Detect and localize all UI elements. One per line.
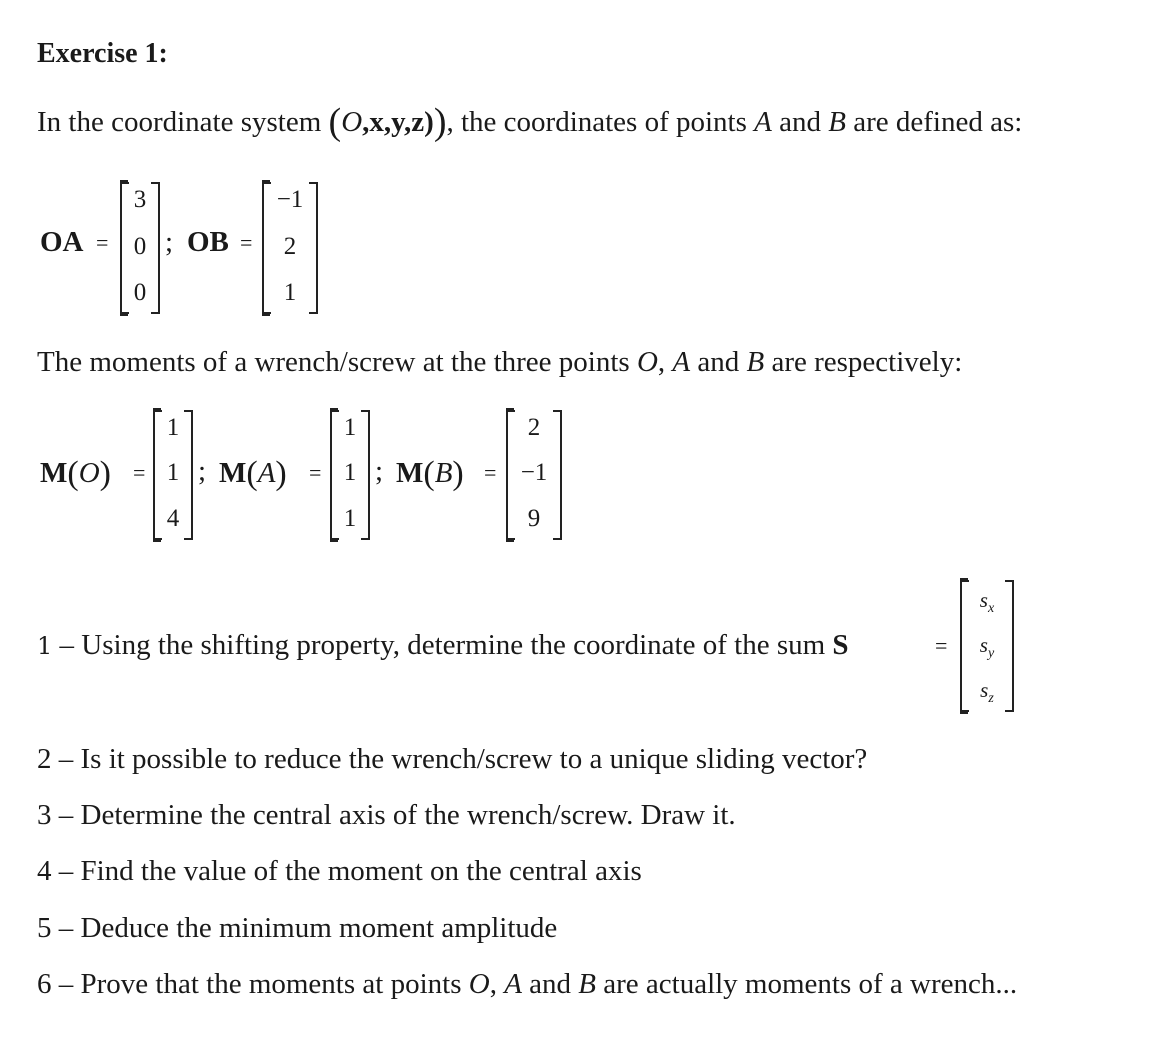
mo-equals: = xyxy=(133,460,146,485)
moments-prefix: The moments of a wrench/screw at the three points xyxy=(37,346,637,378)
ob-x: −1 xyxy=(276,186,304,213)
sum-equals: = xyxy=(935,633,948,658)
mb-equals: = xyxy=(484,460,497,485)
oa-z: 0 xyxy=(133,279,147,306)
question-6-prefix: 6 – Prove that the moments at points xyxy=(37,968,469,1000)
sum-s-label: S xyxy=(832,629,849,661)
sum-sz: $s_z$ xyxy=(980,678,994,707)
mb-x: 2 xyxy=(527,414,541,441)
moments-suffix: are respectively: xyxy=(764,346,963,378)
ma-label: M(A) xyxy=(219,455,287,492)
sum-sy: $s_y$ xyxy=(979,633,995,662)
mo-label: M(O) xyxy=(40,455,111,492)
oa-x: 3 xyxy=(133,186,147,213)
ma-mb-separator: ; xyxy=(375,455,384,487)
question-6-comma: , xyxy=(489,968,505,1000)
intro-point-a: A xyxy=(754,106,772,138)
question-3: 3 – Determine the central axis of the wrench/screw. Draw it. xyxy=(37,799,736,831)
question-6-and: and xyxy=(521,968,579,1000)
ma-matrix xyxy=(330,410,370,540)
mb-matrix xyxy=(506,410,562,540)
ma-x: 1 xyxy=(343,414,357,441)
mo-x: 1 xyxy=(166,414,180,441)
moments-intro xyxy=(37,344,962,380)
ma-y: 1 xyxy=(343,459,357,486)
oa-y: 0 xyxy=(133,233,147,260)
ob-equals: = xyxy=(240,230,253,255)
question-6 xyxy=(37,966,1017,1002)
system-open-paren: ( xyxy=(328,101,342,143)
moments-point-o: O xyxy=(636,346,658,378)
sum-matrix xyxy=(960,580,1014,712)
oa-matrix xyxy=(120,182,160,314)
ob-y: 2 xyxy=(283,233,297,260)
intro-prefix: In the coordinate system xyxy=(37,106,329,138)
mo-ma-separator: ; xyxy=(198,455,207,487)
question-6-point-b: B xyxy=(578,968,596,1000)
mb-z: 9 xyxy=(527,505,541,532)
system-origin: O xyxy=(341,106,363,138)
intro-middle: , the coordinates of points xyxy=(446,106,755,138)
ob-matrix xyxy=(262,182,318,314)
question-6-point-a: A xyxy=(504,968,522,1000)
question-6-point-o: O xyxy=(468,968,490,1000)
oa-label: OA xyxy=(40,226,84,258)
moments-comma: , xyxy=(657,346,673,378)
sum-sx: $s_x$ xyxy=(979,588,995,617)
moments-and: and xyxy=(690,346,747,378)
mb-y: −1 xyxy=(520,459,548,486)
intro-point-b: B xyxy=(828,106,846,138)
ob-label: OB xyxy=(187,226,229,258)
ma-equals: = xyxy=(309,460,322,485)
question-6-suffix: are actually moments of a wrench... xyxy=(596,968,1018,1000)
intro-sentence xyxy=(37,101,1023,143)
mo-y: 1 xyxy=(166,459,180,486)
oa-equals: = xyxy=(96,230,109,255)
mb-label: M(B) xyxy=(396,455,464,492)
ob-z: 1 xyxy=(283,279,297,306)
moments-point-b: B xyxy=(746,346,765,378)
question-1-text: – Using the shifting property, determine the coordinate of the sum xyxy=(52,629,833,661)
intro-and: and xyxy=(771,106,829,138)
intro-suffix: are defined as: xyxy=(845,106,1023,138)
question-1-number: 1 xyxy=(37,632,53,660)
question-4: 4 – Find the value of the moment on the central axis xyxy=(37,855,642,887)
system-axes: ,x,y,z) xyxy=(362,106,434,138)
question-1 xyxy=(37,627,849,664)
mo-z: 4 xyxy=(166,505,180,532)
mo-matrix xyxy=(153,410,193,540)
oa-ob-separator: ; xyxy=(165,226,174,258)
system-close-paren: ) xyxy=(433,101,447,143)
exercise-title: Exercise 1: xyxy=(37,38,168,69)
moments-point-a: A xyxy=(672,346,691,378)
ma-z: 1 xyxy=(343,505,357,532)
question-5: 5 – Deduce the minimum moment amplitude xyxy=(37,912,558,944)
question-2: 2 – Is it possible to reduce the wrench/screw to a unique sliding vector? xyxy=(37,743,868,775)
